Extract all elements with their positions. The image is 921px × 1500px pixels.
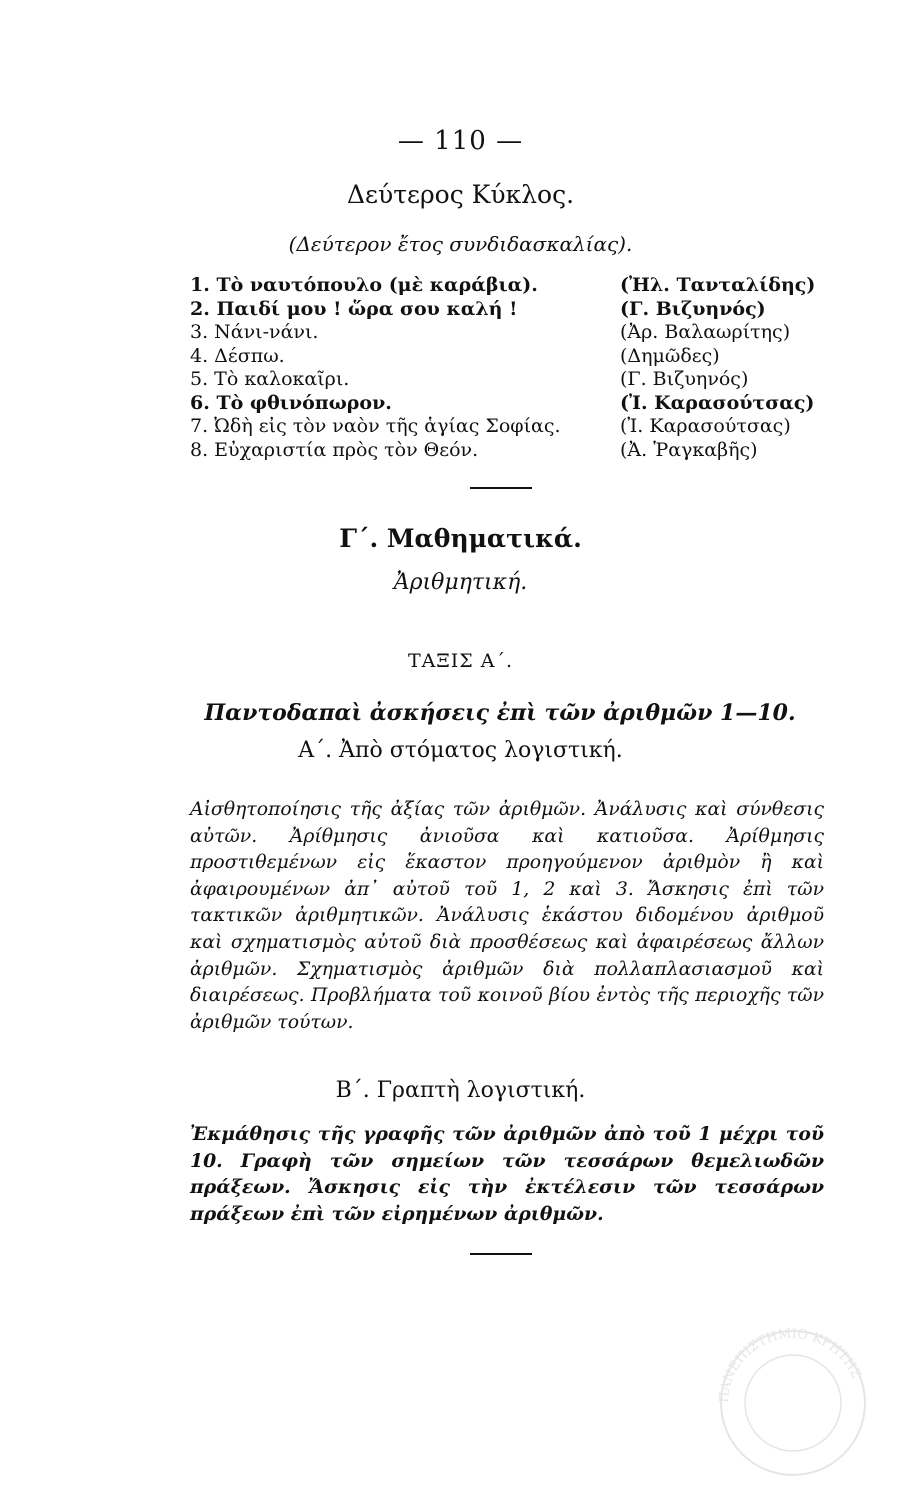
stamp-text: ΠΑΝΕΠΙΣΤΗΜΙΟ ΚΡΗΤΗΣ bbox=[716, 1328, 864, 1404]
poem-row bbox=[190, 298, 830, 322]
poem-author: (Δημῶδες) bbox=[620, 344, 720, 367]
section-heading: Γ΄. Μαθηματικά. bbox=[339, 524, 582, 553]
poem-row bbox=[190, 439, 830, 463]
poem-row bbox=[190, 321, 830, 345]
class-heading: ΤΑΞΙΣ Α΄. bbox=[407, 650, 513, 672]
poem-title: 3. Νάνι-νάνι. bbox=[190, 321, 319, 343]
poem-title: 7. Ὠδὴ εἰς τὸν ναὸν τῆς ἁγίας Σοφίας. bbox=[190, 415, 561, 437]
written-paragraph: Ἐκμάθησις τῆς γραφῆς τῶν ἀριθμῶν ἀπὸ τοῦ 1 μέχρι τοῦ 10. Γραφὴ τῶν σημείων τῶν τεσσάρων θεμελιωδῶν πράξεων. Ἄσκησις εἰς τὴν ἐκτέλεσιν τῶν τεσσάρων πράξεων ἐπὶ τῶν εἰρημένων ἀριθμῶν. bbox=[190, 1123, 824, 1225]
poem-title: 6. Τὸ φθινόπωρον. bbox=[190, 391, 392, 414]
poem-row bbox=[190, 345, 830, 369]
library-stamp bbox=[698, 1328, 888, 1478]
poem-author: (Γ. Βιζυηνός) bbox=[620, 297, 766, 320]
poem-author: (Ἰ. Καρασούτσας) bbox=[620, 391, 815, 414]
poem-author: (Ἰ. Καρασούτσας) bbox=[620, 415, 791, 437]
oral-heading: Α΄. Ἀπὸ στόματος λογιστική. bbox=[298, 738, 623, 763]
page-number: — 110 — bbox=[397, 126, 524, 156]
written-heading: Β΄. Γραπτὴ λογιστική. bbox=[335, 1078, 586, 1103]
poem-author: (Ἀ. Ῥαγκαβῆς) bbox=[620, 438, 758, 461]
poem-title: 5. Τὸ καλοκαῖρι. bbox=[190, 368, 350, 390]
poem-author: (Γ. Βιζυηνός) bbox=[620, 368, 749, 390]
oral-paragraph: Αἰσθητοποίησις τῆς ἀξίας τῶν ἀριθμῶν. Ἀνάλυσις καὶ σύνθεσις αὐτῶν. Ἀρίθμησις ἀνιοῦσα καὶ κατιοῦσα. Ἀρίθμησις προστιθεμένων εἰς ἕκαστον προηγούμενον ἀριθμὸν ἢ καὶ ἀφαιρουμένων ἀπ᾽ αὐτοῦ τοῦ 1, 2 καὶ 3. Ἄσκησις ἐπὶ τῶν τακτικῶν ἀριθμητικῶν. Ἀνάλυσις ἑκάστου διδομένου ἀριθμοῦ καὶ σχηματισμὸς αὐτοῦ διὰ προσθέσεως καὶ ἀφαιρέσεως ἄλλων ἀριθμῶν. Σχηματισμὸς ἀριθμῶν διὰ πολλαπλασιασμοῦ καὶ διαιρέσεως. Προβλήματα τοῦ κοινοῦ βίου ἐντὸς τῆς περιοχῆς τῶν ἀριθμῶν τούτων. bbox=[190, 799, 824, 1033]
poem-row bbox=[190, 368, 830, 392]
poem-row bbox=[190, 274, 830, 298]
poem-title: 2. Παιδί μου ! ὥρα σου καλή ! bbox=[190, 297, 518, 320]
poem-row bbox=[190, 415, 830, 439]
poem-list bbox=[190, 274, 830, 462]
section-divider bbox=[470, 487, 532, 489]
poem-author: (Ἀρ. Βαλαωρίτης) bbox=[620, 321, 791, 343]
cycle-heading: Δεύτερος Κύκλος. bbox=[346, 180, 575, 209]
exercises-heading: Παντοδαπαὶ ἀσκήσεις ἐπὶ τῶν ἀριθμῶν 1—10. bbox=[204, 700, 796, 726]
stamp-inner-ring bbox=[745, 1355, 841, 1451]
poem-title: 8. Εὐχαριστία πρὸς τὸν Θεόν. bbox=[190, 438, 479, 461]
poem-title: 1. Τὸ ναυτόπουλο (μὲ καράβια). bbox=[190, 274, 538, 296]
cycle-subheading: (Δεύτερον ἔτος συνδιδασκαλίας). bbox=[288, 232, 633, 256]
end-divider bbox=[470, 1253, 532, 1255]
poem-author: (Ἠλ. Τανταλίδης) bbox=[620, 274, 816, 296]
poem-row bbox=[190, 392, 830, 416]
arithmetic-heading: Ἀριθμητική. bbox=[393, 570, 528, 595]
poem-title: 4. Δέσπω. bbox=[190, 344, 285, 367]
